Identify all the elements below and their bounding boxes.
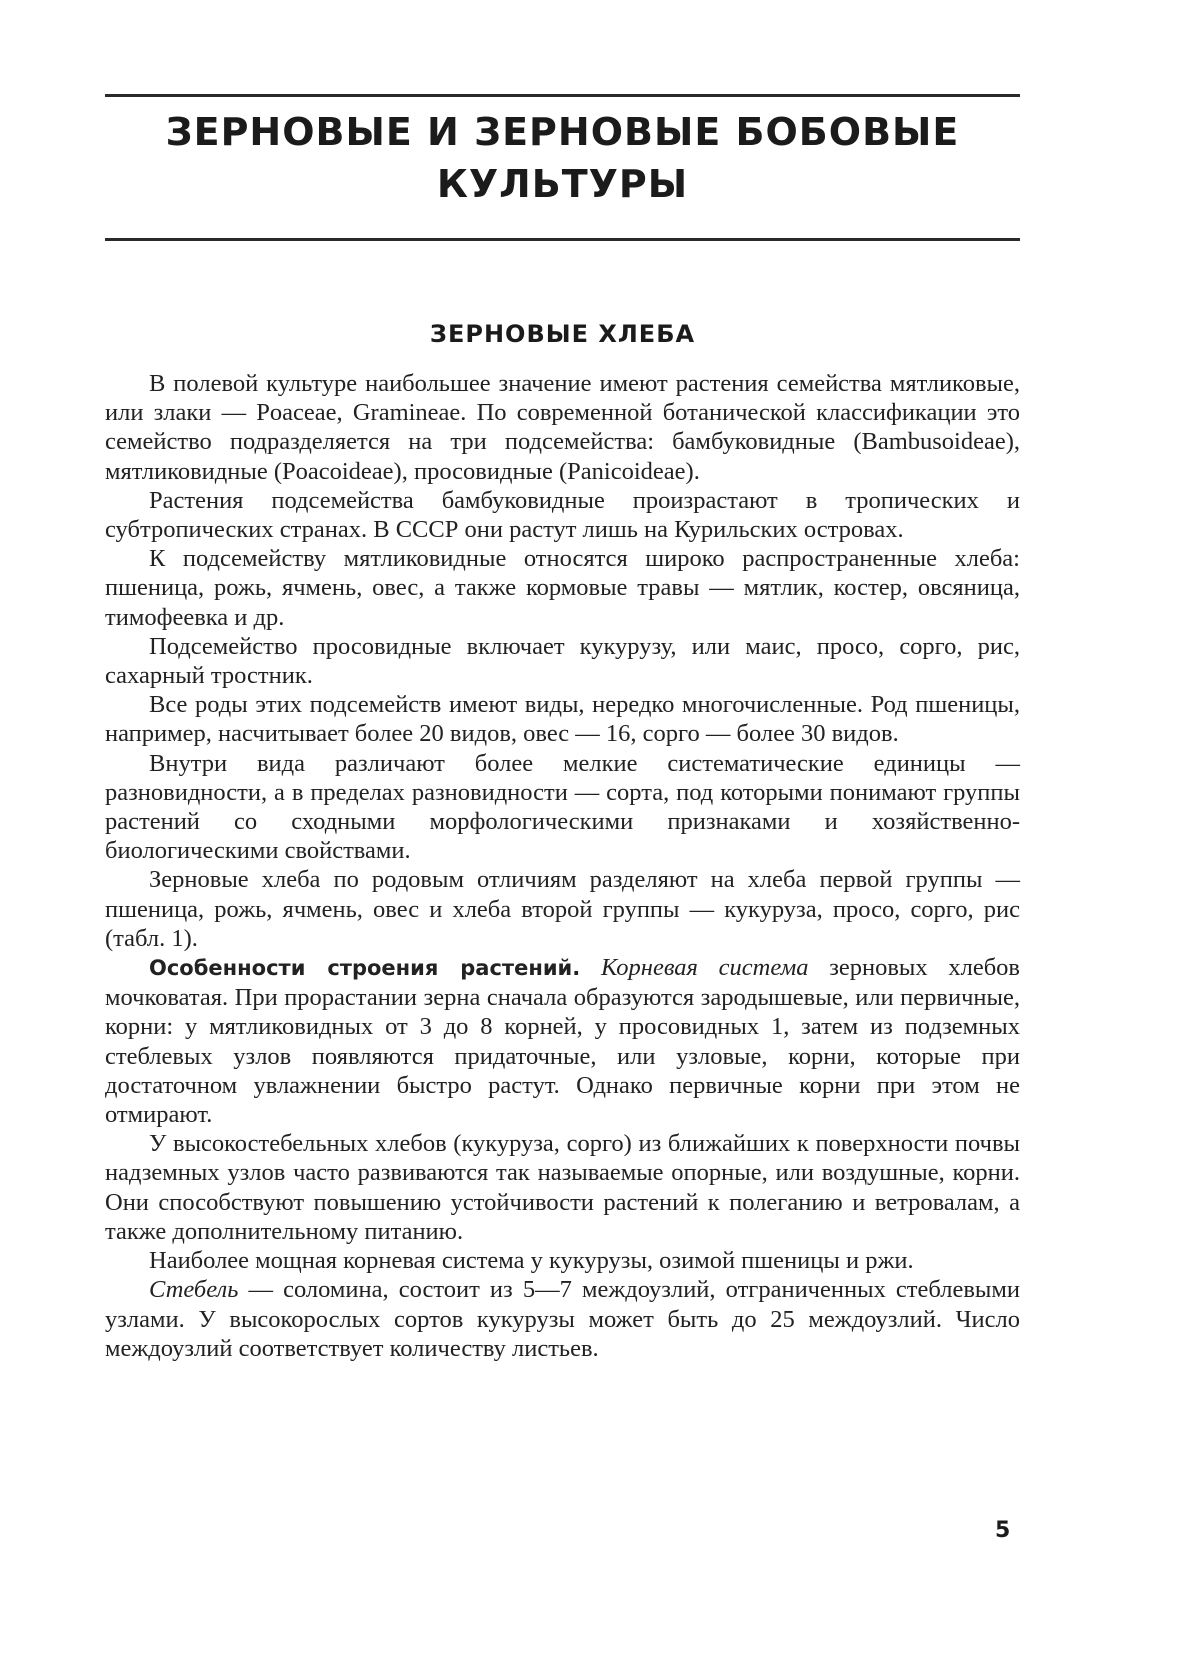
- paragraph-5: Все роды этих подсемейств имеют виды, нередко многочисленные. Род пшеницы, например, насчитывает более 20 видов, овес — 16, сорго — более 30 видов.: [105, 690, 1020, 748]
- book-page: [0, 0, 1200, 1659]
- features-heading: Особенности строения растений.: [149, 956, 580, 980]
- body-text: [105, 369, 1020, 1363]
- paragraph-9: У высокостебельных хлебов (кукуруза, сорго) из ближайших к поверхности почвы надземных узлов часто развиваются так называемые опорные, или воздушные, корни. Они способствуют повышению устойчивости растений к полеганию и ветровалам, а также дополнительному питанию.: [105, 1129, 1020, 1246]
- bottom-rule: [105, 238, 1020, 241]
- features-text: зерновых хлебов мочковатая. При прорастании зерна сначала образуются зародышевые, или первичные, корни: у мятликовидных от 3 до 8 корней, у просовидных 1, затем из подземных стеблевых узлов появляются придаточные, или узловые, корни, которые при достаточном увлажнении быстро растут. Однако первичные корни при этом не отмирают.: [105, 954, 1020, 1128]
- chapter-title-line-2: КУЛЬТУРЫ: [437, 162, 688, 206]
- chapter-title: [105, 106, 1020, 210]
- stem-term: Стебель: [149, 1276, 238, 1303]
- paragraph-1: В полевой культуре наибольшее значение имеют растения семейства мятликовые, или злаки — Poaceae, Gramineae. По современной ботанической классификации это семейство подразделяется на три подсемейства: бамбуковидные (Bambusoideae), мятликовидные (Poacoideae), просовидные (Panicoideae).: [105, 369, 1020, 486]
- paragraph-7: Зерновые хлеба по родовым отличиям разделяют на хлеба первой группы — пшеница, рожь, ячмень, овес и хлеба второй группы — кукуруза, просо, сорго, рис (табл. 1).: [105, 865, 1020, 953]
- paragraph-10: Наиболее мощная корневая система у кукурузы, озимой пшеницы и ржи.: [105, 1246, 1020, 1275]
- paragraph-6: Внутри вида различают более мелкие систематические единицы — разновидности, а в пределах разновидности — сорта, под которыми понимают группы растений со сходными морфологическими признаками и хозяйственно-биологическими свойствами.: [105, 749, 1020, 866]
- section-title: ЗЕРНОВЫЕ ХЛЕБА: [105, 318, 1020, 350]
- chapter-title-line-1: ЗЕРНОВЫЕ И ЗЕРНОВЫЕ БОБОВЫЕ: [166, 110, 960, 154]
- paragraph-2: Растения подсемейства бамбуковидные произрастают в тропических и субтропических странах. В СССР они растут лишь на Курильских островах.: [105, 486, 1020, 544]
- paragraph-features: [105, 953, 1020, 1129]
- paragraph-3: К подсемейству мятликовидные относятся широко распространенные хлеба: пшеница, рожь, ячмень, овес, а также кормовые травы — мятлик, костер, овсяница, тимофеевка и др.: [105, 544, 1020, 632]
- root-system-term: Корневая система: [601, 954, 809, 981]
- paragraph-stem: [105, 1275, 1020, 1363]
- page-number: 5: [995, 1518, 1010, 1543]
- paragraph-4: Подсемейство просовидные включает кукурузу, или маис, просо, сорго, рис, сахарный тростник.: [105, 632, 1020, 690]
- top-rule: [105, 94, 1020, 97]
- stem-text: — соломина, состоит из 5—7 междоузлий, отграниченных стеблевыми узлами. У высокорослых сортов кукурузы может быть до 25 междоузлий. Число междоузлий соответствует количеству листьев.: [105, 1276, 1020, 1361]
